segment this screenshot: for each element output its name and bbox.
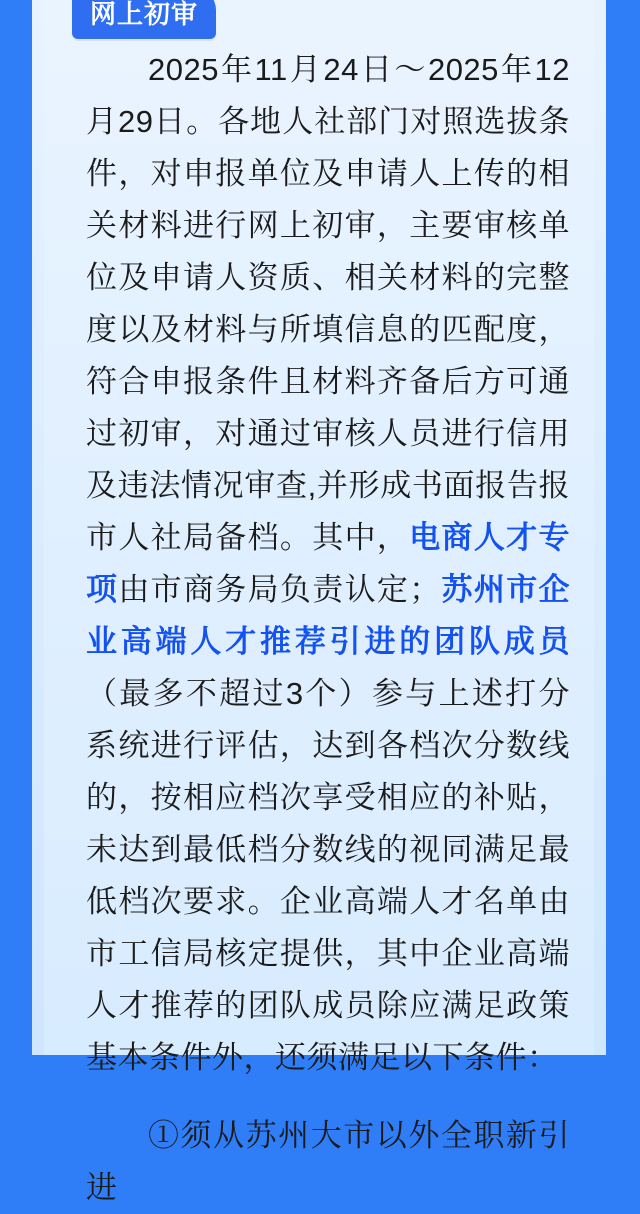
paragraph-1	[86, 44, 570, 1084]
paragraph-2: ①须从苏州大市以外全职新引进	[86, 1118, 570, 1205]
paragraph-1-segment-1: 2025年11月24日～2025年12月29日。各地人社部门对照选拔条件，对申报单位及申请人上传的相关材料进行网上初审，主要审核单位及申请人资质、相关材料的完整度以及材料与所填信息的匹配度，符合申报条件且材料齐备后方可通过初审，对通过审核人员进行信用及违法情况审查,并形成书面报告报市人社局备档。其中，	[86, 52, 570, 555]
content-card-inner	[44, 0, 594, 1205]
right-rail	[606, 0, 640, 1055]
section-tab-label: 网上初审	[72, 0, 216, 39]
paragraph-1-segment-2: 由市商务局负责认定；	[118, 572, 441, 607]
article-body	[86, 44, 570, 1214]
paragraph-1-segment-3: （最多不超过3个）参与上述打分系统进行评估，达到各档次分数线的，按相应档次享受相应的补贴，未达到最低档分数线的视同满足最低档次要求。企业高端人才名单由市工信局核定提供，其中企业高端人才推荐的团队成员除应满足政策基本条件外，还须满足以下条件：	[86, 676, 570, 1075]
paragraph-1-highlight-2: 苏州市企业高端人才推荐引进的团队成员	[86, 572, 571, 659]
left-rail	[0, 0, 32, 1055]
content-card	[32, 0, 606, 1205]
paragraph-1-highlight-1: 电商人才专项	[86, 520, 571, 607]
paragraph-spacer	[86, 1084, 570, 1110]
